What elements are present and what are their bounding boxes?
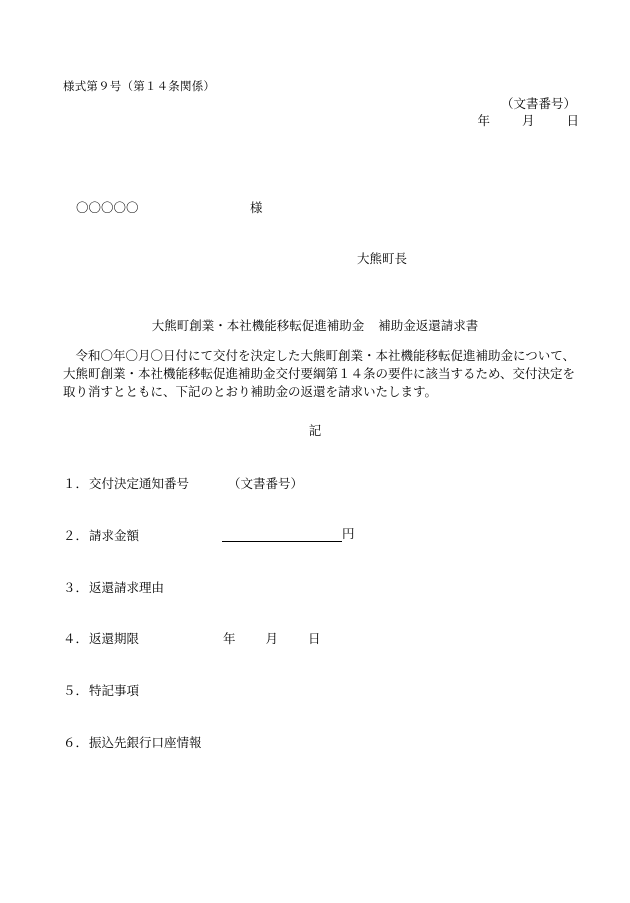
document-title [0, 316, 630, 334]
item-bank-account [63, 733, 202, 751]
date-day: 日 [566, 113, 579, 128]
item-special-notes [63, 681, 139, 699]
form-label: 様式第９号（第１４条関係） [63, 79, 216, 93]
recipient-honorific: 様 [250, 200, 263, 215]
amount-blank-line [222, 527, 342, 542]
item-label: 交付決定通知番号 [89, 476, 190, 491]
item-notification-number [63, 474, 189, 492]
item-claim-amount [63, 526, 139, 544]
item-number: １． [63, 476, 89, 491]
item-label: 特記事項 [89, 683, 140, 698]
item-number: ３． [63, 580, 89, 595]
item-label: 請求金額 [89, 528, 140, 543]
date-month: 月 [521, 113, 535, 128]
item-number: ２． [63, 528, 89, 543]
recipient-name: 〇〇〇〇〇 [76, 200, 139, 215]
title-document-type: 補助金返還請求書 [378, 318, 479, 333]
deadline-day: 日 [308, 631, 321, 646]
claim-amount-field [222, 524, 355, 542]
body-paragraph: 令和〇年〇月〇日付にて交付を決定した大熊町創業・本社機能移転促進補助金について、大熊町創業・本社機能移転促進補助金交付要綱第１４条の要件に該当するため、交付決定を取り消すとともに、下記のとおり補助金の返還を請求いたします。 [63, 348, 576, 399]
notification-number-value: （文書番号） [228, 476, 304, 491]
item-number: ６． [63, 735, 89, 750]
item-label: 振込先銀行口座情報 [89, 735, 202, 750]
deadline-year: 年 [223, 631, 236, 646]
item-label: 返還期限 [89, 631, 140, 646]
item-return-reason [63, 578, 164, 596]
ki-heading: 記 [308, 423, 322, 438]
deadline-month: 月 [265, 631, 279, 646]
title-subsidy-name: 大熊町創業・本社機能移転促進補助金 [151, 318, 365, 333]
item-number: ５． [63, 683, 89, 698]
issue-date [477, 111, 579, 129]
date-year: 年 [477, 113, 490, 128]
return-deadline-date [223, 629, 321, 647]
item-number: ４． [63, 631, 89, 646]
item-label: 返還請求理由 [89, 580, 165, 595]
document-number: （文書番号） [500, 96, 576, 111]
sender-name: 大熊町長 [357, 251, 408, 266]
item-return-deadline [63, 629, 139, 647]
amount-unit: 円 [342, 526, 355, 541]
